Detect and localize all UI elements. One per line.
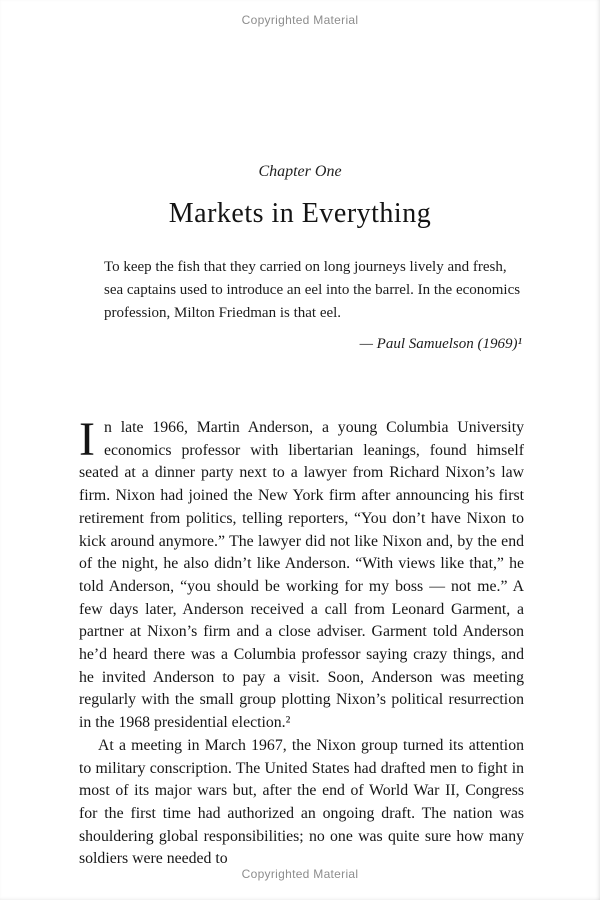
copyright-notice-top: Copyrighted Material — [241, 13, 359, 27]
epigraph — [104, 256, 522, 356]
chapter-heading: Chapter One — [258, 163, 342, 180]
epigraph-text: To keep the fish that they carried on long journeys lively and fresh, sea captains used to introduce an eel into the barrel. In the economics profession, Milton Friedman is that eel. — [104, 259, 521, 321]
paragraph-1 — [79, 413, 524, 735]
epigraph-attribution: — Paul Samuelson (1969)¹ — [359, 336, 522, 352]
page-title: Markets in Everything — [168, 198, 432, 229]
copyright-notice-bottom: Copyrighted Material — [241, 867, 359, 881]
body-text — [79, 413, 524, 871]
paragraph-1-text: n late 1966, Martin Anderson, a young Columbia University economics professor with libertarian leanings, found himself seated at a dinner party next to a lawyer from Richard Nixon’s law firm. Nixon had joined the New York firm after announcing his first retirement from politics, telling reporters, “You don’t have Nixon to kick around anymore.” The lawyer did not like Nixon and, by the end of the night, he also didn’t like Anderson. “With views like that,” he told Anderson, “you should be working for my boss — not me.” A few days later, Anderson received a call from Leonard Garment, a partner at Nixon’s firm and a close adviser. Garment told Anderson he’d heard there was a Columbia professor saying crazy things, and he invited Anderson to pay a visit. Soon, Anderson was meeting regularly with the small group plotting Nixon’s political resurrection in the 1968 presidential election.² — [79, 419, 524, 732]
paragraph-2: At a meeting in March 1967, the Nixon group turned its attention to military conscription. The United States had drafted men to fight in most of its major wars but, after the end of World War II, Congress for the first time had authorized an ongoing draft. The nation was shouldering global responsibilities; no one was quite sure how many soldiers were needed to — [79, 736, 524, 868]
drop-cap: I — [79, 413, 95, 466]
